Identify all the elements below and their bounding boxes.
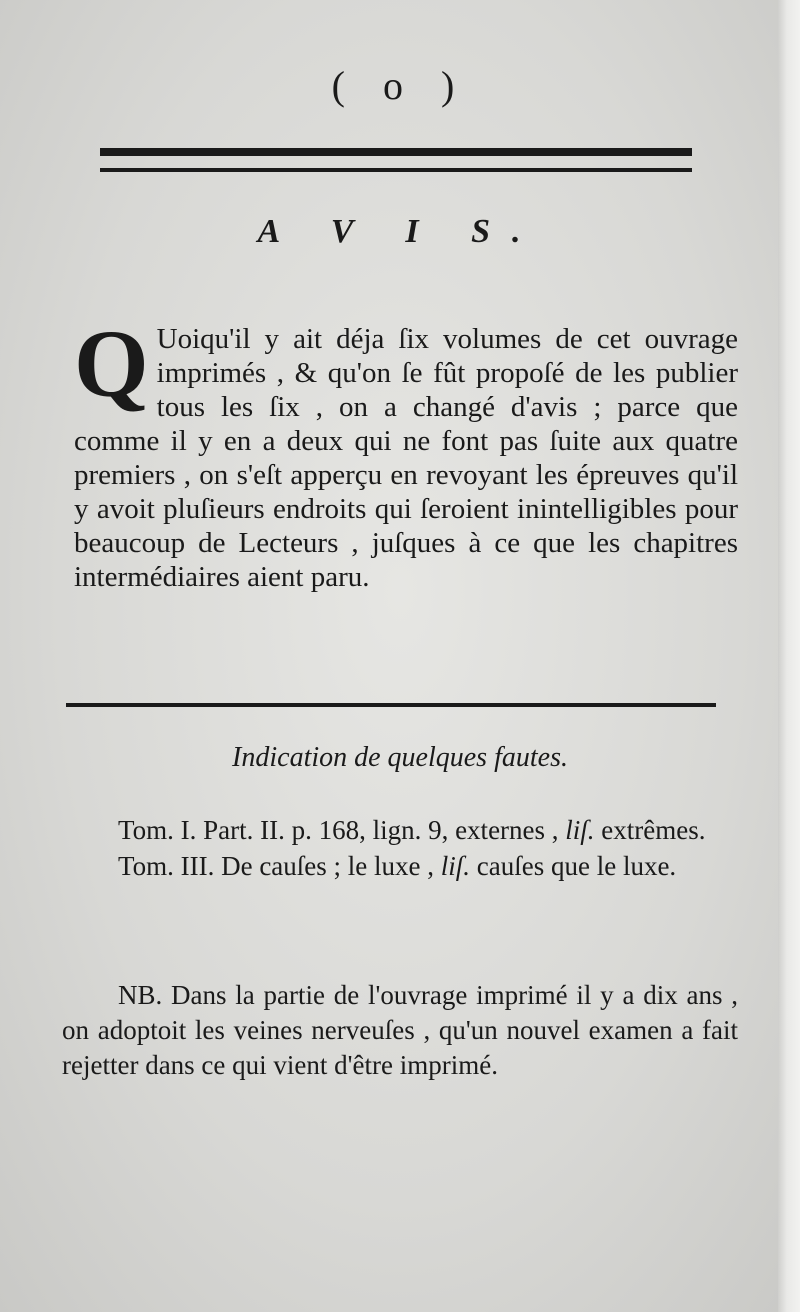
page-title: A V I S. [257,213,543,250]
errata-item [74,848,738,884]
errata-heading: Indication de quelques fautes. [232,742,568,773]
top-rule-thick [100,148,692,156]
top-rule-thin [100,168,692,172]
errata-text: Tom. III. De cauſes ; le luxe , [118,851,441,881]
drop-cap: Q [74,310,149,417]
errata-lis: liſ. [440,851,471,881]
avis-text: Uoiqu'il y ait déja ſix volumes de cet ouvrage imprimés , & qu'on ſe fût propoſé de les publier tous les ſix , on a changé d'avis ; parce que comme il y en a deux qui ne font pas ſuite aux quatre premiers , on s'eſt apperçu en revoyant les épreuves qu'il y avoit pluſieurs endroits qui ſeroient inintelligibles pour beaucoup de Lecteurs , juſques à ce que les chapitres intermédiaires aient paru. [74,323,738,593]
errata-list [74,812,738,884]
errata-correction: cauſes que le luxe. [470,851,677,881]
page-folio: ( o ) [331,63,469,108]
section-rule [66,703,716,707]
page-edge [778,0,800,1312]
avis-paragraph [74,310,738,594]
nb-note: NB. Dans la partie de l'ouvrage imprimé il y a dix ans , on adoptoit les veines nerveuſes , qu'un nouvel examen a fait rejetter dans ce qui vient d'être imprimé. [62,980,738,1080]
errata-item [74,812,738,848]
errata-text: Tom. I. Part. II. p. 168, lign. 9, externes , [118,815,566,845]
errata-correction: extrêmes. [594,815,706,845]
errata-lis: liſ. [565,815,595,845]
